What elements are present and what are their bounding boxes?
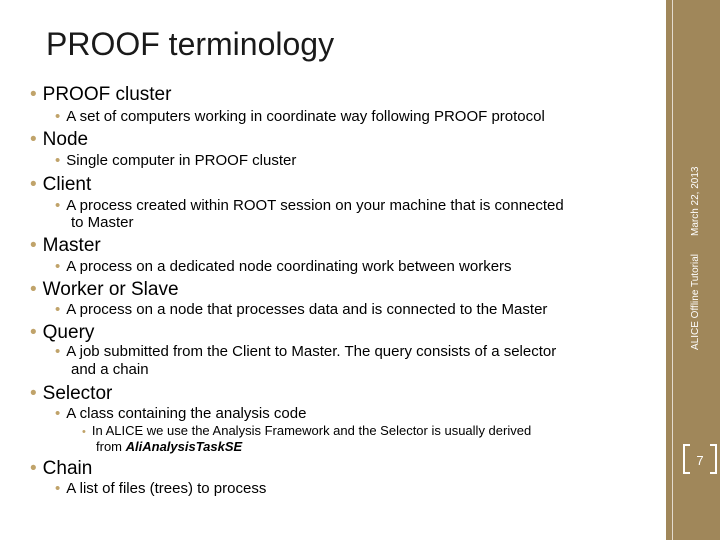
bullet-client: • Client <box>30 174 92 195</box>
bullet-query: • Query <box>30 322 95 343</box>
sub-bullet-client: • A process created within ROOT session on your machine that is connected <box>55 197 564 214</box>
bullet-icon: • <box>30 279 37 300</box>
sub-bullet-worker: • A process on a node that processes data and is connected to the Master <box>55 301 548 318</box>
bullet-icon: • <box>30 322 37 343</box>
bullet-icon: • <box>30 235 37 256</box>
bullet-selector: • Selector <box>30 383 113 404</box>
bullet-icon: • <box>55 405 61 422</box>
sub-sub-bullet-selector-continued: from AliAnalysisTaskSE <box>96 439 243 454</box>
bullet-icon: • <box>55 343 61 360</box>
sub-bullet-proof-cluster: • A set of computers working in coordinate way following PROOF protocol <box>55 108 545 125</box>
tutorial-name: ALICE Offline Tutorial <box>690 254 701 350</box>
bullet-icon: • <box>55 301 61 318</box>
bullet-icon: • <box>55 258 61 275</box>
sidebar-footer-text <box>690 167 701 350</box>
sub-bullet-selector: • A class containing the analysis code <box>55 405 307 422</box>
sub-bullet-chain: • A list of files (trees) to process <box>55 480 267 497</box>
bullet-proof-cluster: • PROOF cluster <box>30 84 172 105</box>
sub-sub-bullet-selector: • In ALICE we use the Analysis Framework and the Selector is usually derived <box>82 423 532 438</box>
bullet-icon: • <box>82 426 86 438</box>
bullet-icon: • <box>55 197 61 214</box>
sub-bullet-master: • A process on a dedicated node coordinating work between workers <box>55 258 512 275</box>
page-number-box <box>683 440 717 480</box>
bullet-node: • Node <box>30 129 89 150</box>
sub-bullet-query-continued: and a chain <box>71 361 149 378</box>
sub-bullet-query: • A job submitted from the Client to Master. The query consists of a selector <box>55 343 557 360</box>
bullet-icon: • <box>30 84 37 105</box>
bullet-icon: • <box>55 152 61 169</box>
sub-bullet-client-continued: to Master <box>71 214 134 231</box>
presentation-date: March 22, 2013 <box>690 166 701 237</box>
bracket-right-icon <box>710 444 717 474</box>
bullet-worker: • Worker or Slave <box>30 279 179 300</box>
bullet-icon: • <box>30 129 37 150</box>
bullet-icon: • <box>55 480 61 497</box>
slide-title: PROOF terminology <box>46 26 335 62</box>
bullet-master: • Master <box>30 235 101 256</box>
bullet-icon: • <box>30 383 37 404</box>
bullet-chain: • Chain <box>30 458 93 479</box>
bullet-icon: • <box>30 458 37 479</box>
page-number: 7 <box>696 452 704 468</box>
bracket-left-icon <box>683 444 690 474</box>
class-name: AliAnalysisTaskSE <box>125 439 243 454</box>
sidebar-divider <box>672 0 673 540</box>
sub-bullet-node: • Single computer in PROOF cluster <box>55 152 297 169</box>
bullet-icon: • <box>30 174 37 195</box>
bullet-icon: • <box>55 108 61 125</box>
